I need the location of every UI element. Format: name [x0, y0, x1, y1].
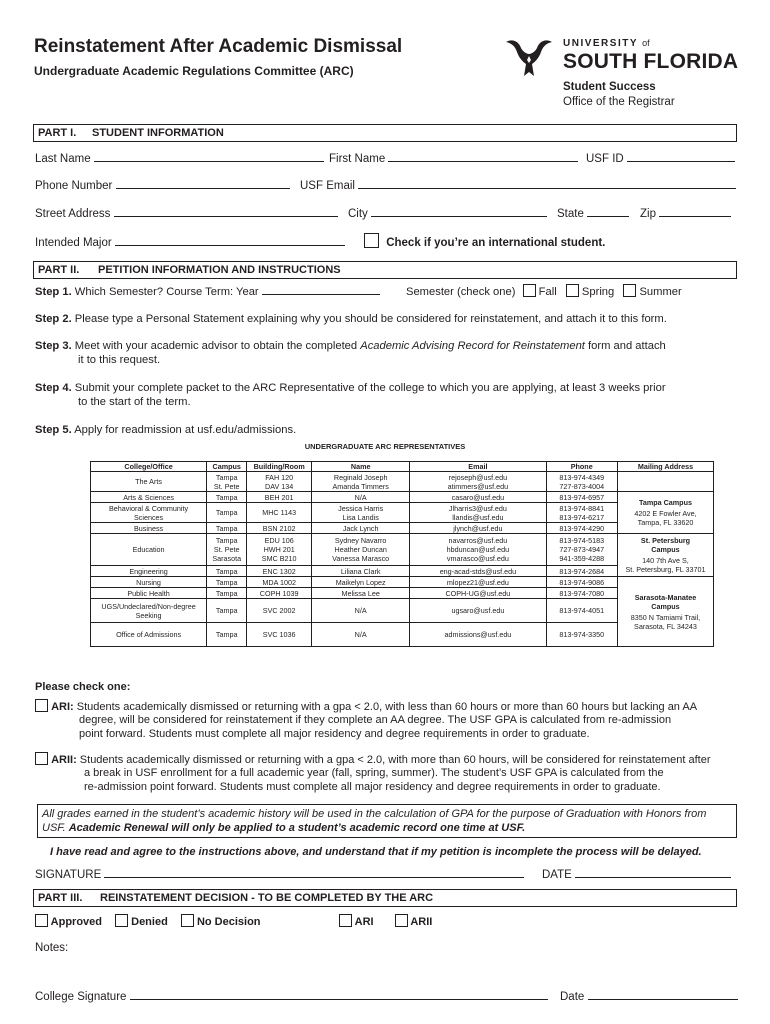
state-field[interactable] [587, 206, 629, 217]
table-cell: Tampa [207, 492, 247, 503]
table-cell: Tampa [207, 623, 247, 647]
table-cell: Tampa St. Pete Sarasota [207, 534, 247, 566]
city-field[interactable] [371, 206, 547, 217]
street-field[interactable] [114, 206, 338, 217]
last-name-label: Last Name [35, 153, 91, 165]
no-decision-checkbox[interactable] [181, 914, 194, 927]
usf-id-row [586, 151, 735, 165]
table-row [91, 577, 714, 588]
table-cell: Tampa [207, 503, 247, 523]
step3-text-end: form and attach [584, 340, 666, 352]
step4-text: Submit your complete packet to the ARC Representative of the college to which you are applying, at least 3 weeks prior [74, 382, 666, 394]
part1-header [33, 124, 737, 142]
table-cell: Education [91, 534, 207, 566]
no-decision-label: No Decision [196, 916, 261, 928]
campus-title: St. Petersburg Campus [640, 536, 691, 554]
table-header-cell: Campus [207, 462, 247, 472]
step4-label: Step 4. [35, 382, 72, 394]
table-cell: 813-974-6957 [546, 492, 617, 503]
part3-arii-label: ARII [410, 916, 433, 928]
step1-label: Step 1. [35, 286, 72, 298]
mailing-address-stpete [617, 534, 713, 577]
table-cell: BEH 201 [247, 492, 312, 503]
phone-label: Phone Number [35, 180, 113, 192]
part1-title: STUDENT INFORMATION [92, 127, 224, 139]
table-cell: Tampa [207, 523, 247, 534]
table-header-row [91, 462, 714, 472]
state-label: State [557, 208, 584, 220]
signature-field[interactable] [104, 867, 524, 878]
table-row [91, 472, 714, 492]
table-cell: Behavioral & Community Sciences [91, 503, 207, 523]
table-cell: ENC 1302 [247, 566, 312, 577]
part3-title: REINSTATEMENT DECISION - TO BE COMPLETED BY THE ARC [100, 892, 434, 904]
table-cell: 813-974-3350 [546, 623, 617, 647]
denied-label: Denied [131, 916, 168, 928]
table-cell: N/A [312, 599, 410, 623]
table-header-cell: Mailing Address [617, 462, 713, 472]
zip-field[interactable] [659, 206, 731, 217]
bull-horns-icon [503, 36, 555, 80]
ari-checkbox[interactable] [35, 699, 48, 712]
signature-row [35, 867, 524, 881]
arii-text-3: re-admission point forward. Students must complete all major residency and degree requirements in order to graduate. [84, 781, 661, 793]
table-row [91, 534, 714, 566]
part1-number: PART I. [38, 127, 77, 139]
zip-label: Zip [640, 208, 656, 220]
logo-university: UNIVERSITY of [563, 38, 650, 49]
notice-line-2a: USF. [42, 822, 69, 834]
step1 [35, 284, 380, 299]
table-cell: Tampa St. Pete [207, 472, 247, 492]
international-label: Check if you’re an international student. [386, 237, 606, 249]
arii-option [35, 752, 710, 767]
table-cell[interactable]: navarros@usf.edu hbduncan@usf.edu vmarasco@usf.edu [410, 534, 546, 566]
phone-field[interactable] [116, 178, 290, 189]
denied-checkbox[interactable] [115, 914, 128, 927]
table-cell[interactable]: ugsaro@usf.edu [410, 599, 546, 623]
table-cell: 813-974-5183 727-873-4947 941-359-4288 [546, 534, 617, 566]
street-row [35, 206, 338, 220]
table-header-cell: College/Office [91, 462, 207, 472]
table-header-cell: Phone [546, 462, 617, 472]
table-cell: The Arts [91, 472, 207, 492]
first-name-row [329, 151, 578, 165]
phone-row [35, 178, 290, 192]
email-label: USF Email [300, 180, 355, 192]
table-body [91, 472, 714, 647]
table-cell[interactable]: admissions@usf.edu [410, 623, 546, 647]
table-cell: 813-974-4349 727-873-4004 [546, 472, 617, 492]
signature-label: SIGNATURE [35, 869, 102, 881]
table-cell: N/A [312, 623, 410, 647]
arii-text-2: a break in USF enrollment for a full academic year (fall, spring, summer). The student’s USF GPA is calculated from the [84, 767, 664, 779]
semester-label: Semester (check one) [406, 286, 516, 298]
table-cell: SVC 1036 [247, 623, 312, 647]
table-cell: N/A [312, 492, 410, 503]
date-label: DATE [542, 869, 572, 881]
table-cell: SVC 2002 [247, 599, 312, 623]
zip-row [640, 206, 731, 220]
date-field[interactable] [575, 867, 731, 878]
campus-address: 4202 E Fowler Ave, Tampa, FL 33620 [634, 509, 697, 527]
table-cell: 813-974-9086 [546, 577, 617, 588]
notice-line-1: All grades earned in the student’s academic history will be used in the calculation of GPA for the purpose of Graduation with Honors from [42, 808, 707, 820]
table-cell: UGS/Undeclared/Non-degree Seeking [91, 599, 207, 623]
spring-checkbox[interactable] [566, 284, 579, 297]
approved-label: Approved [50, 916, 102, 928]
table-cell: MHC 1143 [247, 503, 312, 523]
table-caption: UNDERGRADUATE ARC REPRESENTATIVES [304, 442, 466, 451]
arii-checkbox[interactable] [35, 752, 48, 765]
table-cell: Business [91, 523, 207, 534]
ari-text-2: degree, will be considered for reinstatement if they complete an AA degree. The USF GPA is calculated from re-admission [79, 714, 672, 726]
step3-line2: it to this request. [78, 354, 161, 366]
ari-option [35, 699, 697, 714]
city-row [348, 206, 547, 220]
table-cell: EDU 106 HWH 201 SMC B210 [247, 534, 312, 566]
part2-number: PART II. [38, 264, 80, 276]
arc-representatives-table [90, 461, 714, 647]
logo-office: Office of the Registrar [563, 96, 675, 108]
step2 [35, 312, 667, 326]
first-name-label: First Name [329, 153, 386, 165]
table-cell: Tampa [207, 588, 247, 599]
college-date-row [560, 989, 738, 1003]
table-row [91, 492, 714, 503]
semester-row [406, 284, 682, 299]
table-cell: Arts & Sciences [91, 492, 207, 503]
fall-label: Fall [538, 286, 557, 298]
step5 [35, 423, 296, 437]
mailing-address-sarasota [617, 577, 713, 647]
step3-form-name: Academic Advising Record for Reinstatement [360, 340, 585, 352]
mailing-address-tampa [617, 492, 713, 534]
usf-logo [503, 34, 743, 114]
table-cell: Melissa Lee [312, 588, 410, 599]
ari-text-3: point forward. Students must complete all major residency and degree requirements in order to graduate. [79, 728, 590, 740]
mailing-address-empty [617, 472, 713, 492]
table-cell: Reginald Joseph Amanda Timmers [312, 472, 410, 492]
table-cell[interactable]: casaro@usf.edu [410, 492, 546, 503]
city-label: City [348, 208, 368, 220]
notice-line-2b: Academic Renewal will only be applied to a student’s academic record one time at USF. [68, 822, 526, 834]
notes-label: Notes: [35, 942, 69, 954]
ari-text-1: Students academically dismissed or returning with a gpa < 2.0, with less than 60 hours or more than 60 hours but lacking an AA [76, 701, 698, 713]
table-cell: Jack Lynch [312, 523, 410, 534]
part3-ari-checkbox[interactable] [339, 914, 352, 927]
step4 [35, 381, 666, 395]
decision-type-row [339, 914, 432, 929]
international-row [364, 233, 605, 249]
table-cell: 813-974-4290 [546, 523, 617, 534]
table-cell: Tampa [207, 566, 247, 577]
part2-header [33, 261, 737, 279]
table-cell[interactable]: jlynch@usf.edu [410, 523, 546, 534]
year-field[interactable] [262, 284, 380, 295]
step3-label: Step 3. [35, 340, 72, 352]
spring-label: Spring [581, 286, 615, 298]
campus-title: Tampa Campus [638, 498, 692, 507]
table-header-cell: Name [312, 462, 410, 472]
table-cell: Liliana Clark [312, 566, 410, 577]
notice-line-2 [42, 821, 732, 835]
summer-checkbox[interactable] [623, 284, 636, 297]
table-cell: 813-974-8841 813-974-6217 [546, 503, 617, 523]
arii-text-1: Students academically dismissed or returning with a gpa < 2.0, with more than 60 hours, will be considered for reinstatement after [79, 754, 711, 766]
agreement-statement: I have read and agree to the instructions above, and understand that if my petition is incomplete the process will be delayed. [50, 846, 702, 858]
major-field[interactable] [115, 235, 345, 246]
table-cell[interactable]: mlopez21@usf.edu [410, 577, 546, 588]
table-cell: MDA 1002 [247, 577, 312, 588]
major-label: Intended Major [35, 237, 112, 249]
table-cell: Public Health [91, 588, 207, 599]
table-header-cell: Building/Room [247, 462, 312, 472]
table-header-cell: Email [410, 462, 546, 472]
step4-line2: to the start of the term. [78, 396, 191, 408]
table-cell: Engineering [91, 566, 207, 577]
part2-title: PETITION INFORMATION AND INSTRUCTIONS [98, 264, 341, 276]
college-date-label: Date [560, 991, 585, 1003]
table-cell: Sydney Navarro Heather Duncan Vanessa Marasco [312, 534, 410, 566]
date-row [542, 867, 731, 881]
step5-label: Step 5. [35, 424, 72, 436]
college-signature-field[interactable] [130, 989, 548, 1000]
email-row [300, 178, 736, 192]
step3-text: Meet with your academic advisor to obtain the completed [74, 340, 361, 352]
last-name-field[interactable] [94, 151, 324, 162]
table-cell[interactable]: Jlharris3@usf.edu llandis@usf.edu [410, 503, 546, 523]
table-cell: Maikelyn Lopez [312, 577, 410, 588]
usf-id-field[interactable] [627, 151, 735, 162]
table-cell: 813-974-4051 [546, 599, 617, 623]
campus-address: 8350 N Tamiami Trail, Sarasota, FL 34243 [630, 612, 701, 631]
last-name-row [35, 151, 324, 165]
major-row [35, 235, 345, 249]
table-cell: FAH 120 DAV 134 [247, 472, 312, 492]
campus-title: Sarasota-Manatee Campus [634, 592, 697, 611]
college-date-field[interactable] [588, 989, 738, 1000]
state-row [557, 206, 629, 220]
first-name-field[interactable] [388, 151, 578, 162]
table-cell: Nursing [91, 577, 207, 588]
logo-south-florida: SOUTH FLORIDA [563, 50, 739, 73]
form-title: Reinstatement After Academic Dismissal [34, 36, 403, 57]
part3-header [33, 889, 737, 907]
arii-label: ARII: [51, 754, 77, 766]
step2-label: Step 2. [35, 313, 72, 325]
college-signature-label: College Signature [35, 991, 127, 1003]
check-one-heading: Please check one: [35, 681, 131, 693]
campus-address: 140 7th Ave S, St. Petersburg, FL 33701 [625, 556, 706, 574]
email-field[interactable] [358, 178, 736, 189]
table-cell[interactable]: COPH-UG@usf.edu [410, 588, 546, 599]
table-cell: 813-974-2684 [546, 566, 617, 577]
step2-text: Please type a Personal Statement explaining why you should be considered for reinstatement, and attach it to this form. [74, 313, 667, 325]
international-checkbox[interactable] [364, 233, 379, 248]
table-cell: 813-974-7080 [546, 588, 617, 599]
street-label: Street Address [35, 208, 111, 220]
ari-label: ARI: [51, 701, 74, 713]
table-cell: Office of Admissions [91, 623, 207, 647]
logo-department: Student Success [563, 81, 656, 93]
part3-number: PART III. [38, 892, 83, 904]
step1-text: Which Semester? Course Term: Year [74, 286, 259, 298]
table-cell: Tampa [207, 577, 247, 588]
usf-id-label: USF ID [586, 153, 624, 165]
approved-checkbox[interactable] [35, 914, 48, 927]
summer-label: Summer [639, 286, 682, 298]
table-cell: Jessica Harris Lisa Landis [312, 503, 410, 523]
decision-row [35, 914, 261, 929]
part3-arii-checkbox[interactable] [395, 914, 408, 927]
form-subtitle: Undergraduate Academic Regulations Committee (ARC) [34, 64, 354, 78]
fall-checkbox[interactable] [523, 284, 536, 297]
table-cell: COPH 1039 [247, 588, 312, 599]
part3-ari-label: ARI [354, 916, 374, 928]
table-cell: Tampa [207, 599, 247, 623]
table-cell[interactable]: eng-acad-stds@usf.edu [410, 566, 546, 577]
table-cell: BSN 2102 [247, 523, 312, 534]
step5-text: Apply for readmission at usf.edu/admissions. [74, 424, 297, 436]
college-signature-row [35, 989, 548, 1003]
table-cell[interactable]: rejoseph@usf.edu atimmers@usf.edu [410, 472, 546, 492]
step3 [35, 339, 666, 353]
academic-renewal-notice [37, 804, 737, 838]
